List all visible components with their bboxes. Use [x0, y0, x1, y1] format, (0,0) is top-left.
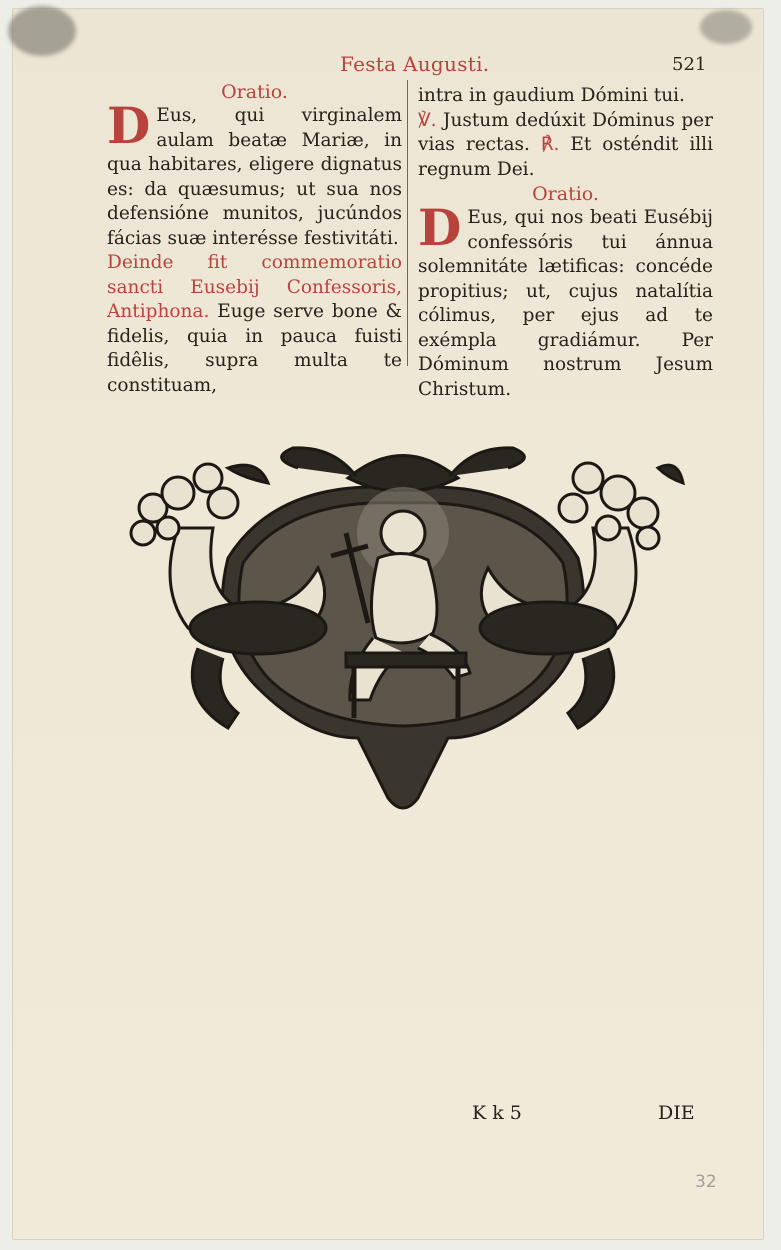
prayer-paragraph	[418, 198, 713, 402]
antiphon-text: Euge serve bone & fidelis, quia in pauca fuisti fidêlis, supra multa te constituam,	[107, 301, 402, 396]
paper-stain	[8, 6, 76, 56]
antiphon-continuation: intra in gaudium Dómini tui.	[418, 85, 685, 106]
column-divider	[407, 80, 408, 366]
versicle-mark: ℣.	[418, 109, 437, 131]
versicle-text: Justum dedúxit Dóminus per vias rectas.	[418, 109, 713, 155]
prayer-paragraph	[107, 96, 402, 251]
printer-signature: K k 5	[472, 1102, 522, 1124]
response-mark: ℟.	[540, 134, 560, 155]
paper-stain	[700, 10, 752, 44]
oratio-heading: Oratio.	[532, 183, 599, 205]
catchword: DIE	[658, 1102, 695, 1124]
pencil-annotation: 32	[695, 1172, 717, 1192]
commemoration-paragraph	[107, 251, 402, 398]
cherub-cornucopia-woodcut-icon	[118, 438, 688, 818]
left-column	[107, 80, 402, 398]
oratio-heading: Oratio.	[221, 81, 288, 103]
prayer-text: Eus, qui virginalem aulam beatæ Mariæ, in qua habitares, eligere dignatus es: da quæsumus; ut sua nos defensióne munitos, jucúndos fácias suæ interésse festivitáti.	[107, 105, 402, 249]
page-number: 521	[672, 54, 707, 75]
right-column	[418, 84, 713, 402]
commemoration-rubric: Deinde fit commemoratio sancti Eusebij Confessoris, Antiphona.	[107, 252, 402, 322]
drop-cap-initial: D	[418, 198, 462, 257]
drop-cap-initial: D	[107, 96, 151, 155]
running-title: Festa Augusti.	[340, 52, 490, 76]
versicle-paragraph	[418, 109, 713, 183]
prayer-text: Eus, qui nos beati Eusébij confessóris tui ánnua solemnitáte lætificas: concéde propitius; ut, cujus natalítia cólimus, per ejus ad te exémpla gradiámur. Per Dóminum nostrum Jesum Christum.	[418, 207, 713, 400]
page-header	[0, 52, 781, 82]
response-text: Et osténdit illi regnum Dei.	[418, 134, 713, 180]
